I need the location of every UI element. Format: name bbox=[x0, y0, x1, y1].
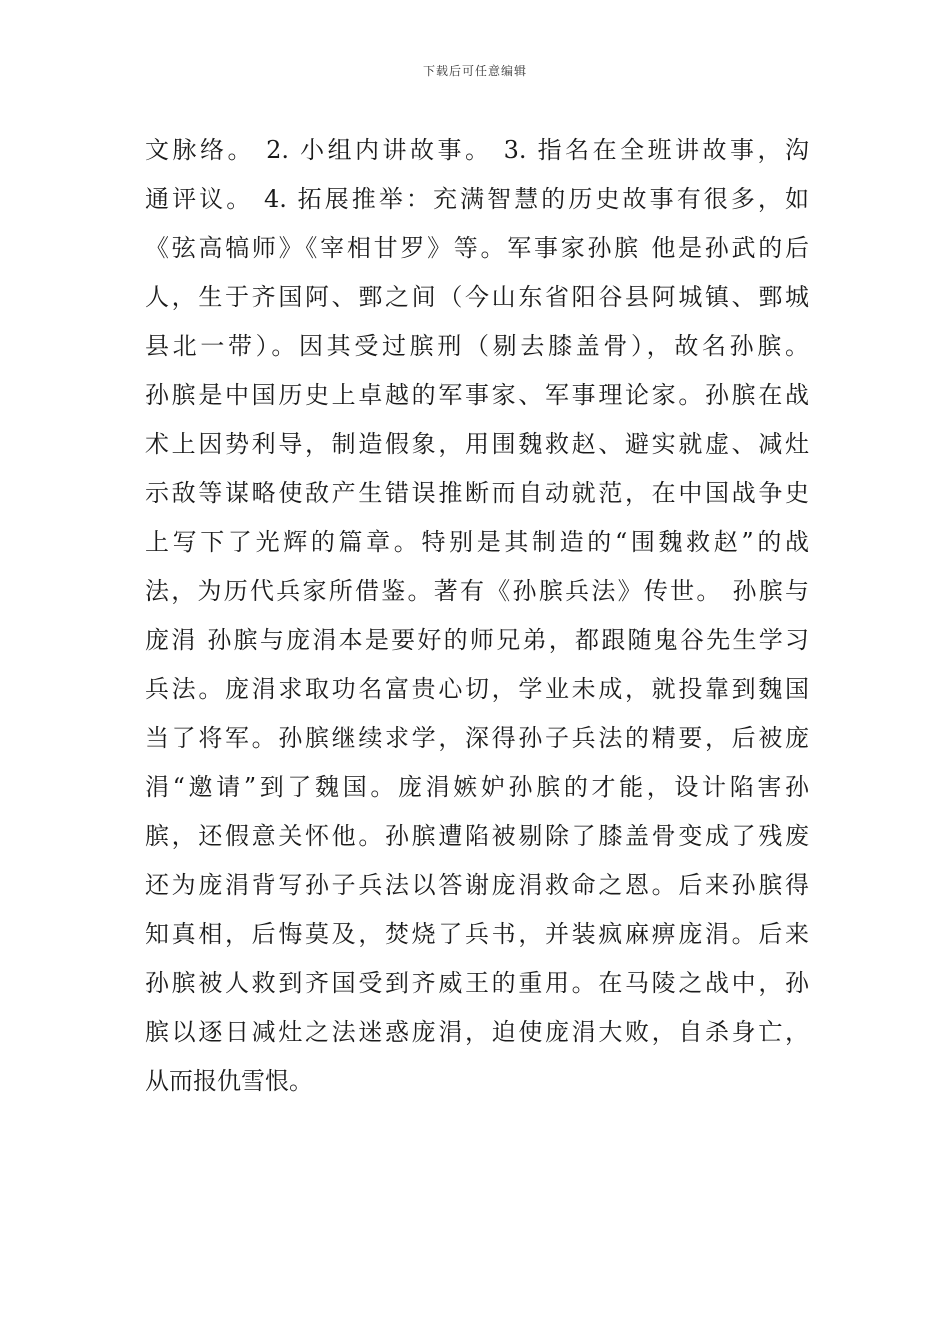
text-line: 膑以逐日减灶之法迷惑庞涓，迫使庞涓大败，自杀身亡， bbox=[145, 1018, 809, 1046]
text-line: 人，生于齐国阿、鄄之间（今山东省阳谷县阿城镇、鄄城 bbox=[145, 283, 809, 311]
text-line: 知真相，后悔莫及，焚烧了兵书，并装疯麻痹庞涓。后来 bbox=[145, 920, 809, 948]
text-line: 上写下了光辉的篇章。特别是其制造的“围魏救赵”的战 bbox=[145, 528, 809, 556]
page-header: 下载后可任意编辑 bbox=[422, 64, 527, 78]
text-line: 涓“邀请”到了魏国。庞涓嫉妒孙膑的才能，设计陷害孙 bbox=[145, 773, 809, 801]
text-line: 庞涓 孙膑与庞涓本是要好的师兄弟，都跟随鬼谷先生学习 bbox=[145, 626, 809, 654]
text-line: 当了将军。孙膑继续求学，深得孙子兵法的精要，后被庞 bbox=[145, 724, 809, 752]
text-line: 兵法。庞涓求取功名富贵心切，学业未成，就投靠到魏国 bbox=[145, 675, 809, 703]
text-line: 县北一带）。因其受过膑刑（剔去膝盖骨），故名孙膑。 bbox=[145, 332, 809, 360]
text-line: 孙膑被人救到齐国受到齐威王的重用。在马陵之战中，孙 bbox=[145, 969, 809, 997]
text-line: 还为庞涓背写孙子兵法以答谢庞涓救命之恩。后来孙膑得 bbox=[145, 871, 809, 899]
text-line: 孙膑是中国历史上卓越的军事家、军事理论家。孙膑在战 bbox=[145, 381, 809, 409]
text-line: 示敌等谋略使敌产生错误推断而自动就范，在中国战争史 bbox=[145, 479, 809, 507]
text-line: 文脉络。 2. 小组内讲故事。 3. 指名在全班讲故事，沟 bbox=[145, 136, 809, 164]
text-line: 《弦高犒师》《宰相甘罗》等。军事家孙膑 他是孙武的后 bbox=[145, 234, 809, 262]
text-line: 术上因势利导，制造假象，用围魏救赵、避实就虚、减灶 bbox=[145, 430, 809, 458]
text-line: 法，为历代兵家所借鉴。著有《孙膑兵法》传世。 孙膑与 bbox=[145, 577, 809, 605]
text-line: 通评议。 4. 拓展推举：充满智慧的历史故事有很多，如 bbox=[145, 185, 809, 213]
text-line: 膑，还假意关怀他。孙膑遭陷被剔除了膝盖骨变成了残废 bbox=[145, 822, 809, 850]
text-line: 从而报仇雪恨。 bbox=[145, 1067, 313, 1095]
body-text bbox=[145, 126, 809, 1106]
